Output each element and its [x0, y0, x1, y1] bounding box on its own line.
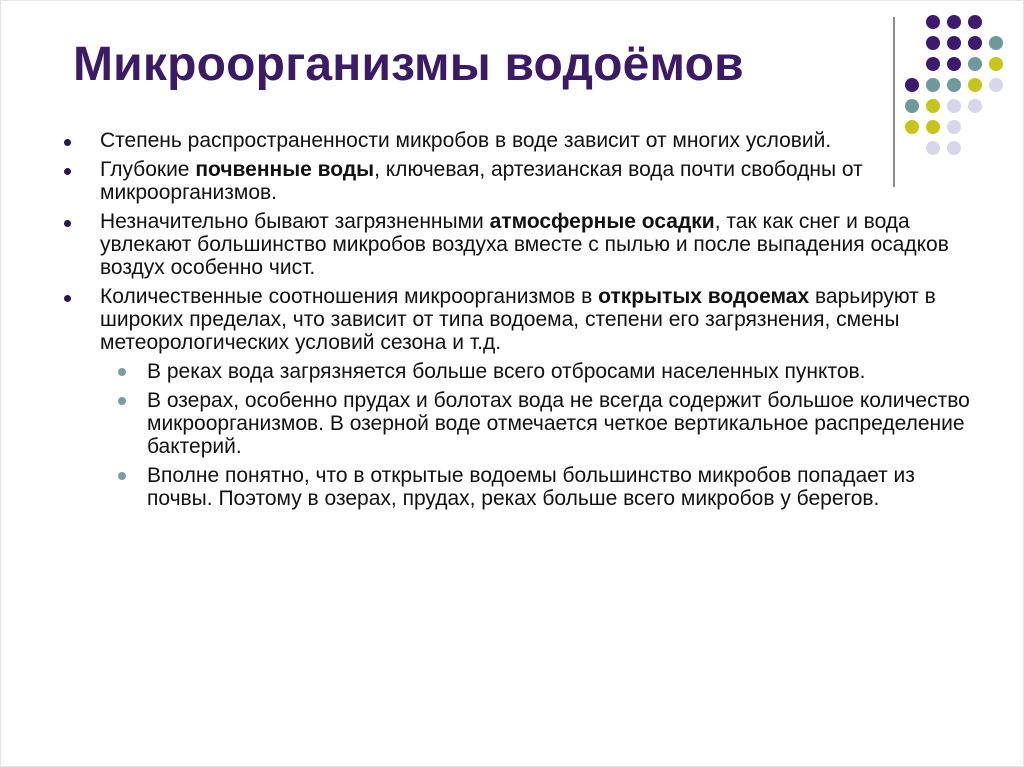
bullet-text-bold: почвенные воды [195, 158, 375, 181]
bullet-text: Степень распространенности микробов в воде зависит от многих условий. [100, 129, 832, 152]
bullet-text: , ключевая, артезианская вода почти свободны от микроорганизмов. [100, 158, 863, 204]
sub-bullet-text: Вполне понятно, что в открытые водоемы большинство микробов попадает из почвы. Поэтому в озерах, прудах, реках больше всего микробов у берегов. [147, 464, 915, 510]
decor-dot-yellow [989, 57, 1003, 71]
decor-dot-purple [947, 15, 961, 29]
sub-bullet-dot-icon [118, 368, 126, 376]
bullet-text: Глубокие [100, 158, 196, 181]
bullet-item [61, 210, 981, 279]
decor-dot-purple [968, 15, 982, 29]
decor-dot-purple [968, 36, 982, 50]
sub-bullet-list [100, 360, 981, 510]
decor-dot-purple [947, 57, 961, 71]
decor-dot-yellow [926, 99, 940, 113]
decor-dot-teal [968, 57, 982, 71]
bullet-dot-icon [64, 139, 71, 146]
bullet-item [61, 129, 981, 152]
bullet-text: Количественные соотношения микроорганизмов в [100, 285, 599, 308]
bullet-dot-icon [64, 220, 71, 227]
decor-dot-teal [926, 78, 940, 92]
bullet-text: Незначительно бывают загрязненными [100, 210, 490, 233]
slide-title: Микроорганизмы водоёмов [73, 38, 744, 91]
sub-bullet-dot-icon [118, 397, 126, 405]
slide-content [61, 129, 981, 516]
decor-dot-teal [905, 99, 919, 113]
bullet-text: , так как снег и вода увлекают большинство микробов воздуха вместе с пылью и после выпадения осадков воздух особенно чист. [100, 210, 949, 279]
bullet-dot-icon [64, 168, 71, 175]
decor-dot-teal [989, 36, 1003, 50]
bullet-text: варьируют в широких пределах, что зависит от типа водоема, степени его загрязнения, смены метеорологических условий сезона и т.д. [100, 285, 936, 354]
decor-dot-teal [947, 78, 961, 92]
sub-bullet-item [100, 464, 981, 510]
bullet-dot-icon [64, 295, 71, 302]
decor-dot-purple [926, 36, 940, 50]
decor-dot-purple [926, 57, 940, 71]
decor-dot-yellow [968, 78, 982, 92]
sub-bullet-item [100, 389, 981, 458]
bullet-text-bold: открытых водоемах [598, 285, 810, 308]
decor-dot-lavender [968, 99, 982, 113]
bullet-list [61, 129, 981, 510]
decor-dot-purple [947, 36, 961, 50]
decor-dot-purple [926, 15, 940, 29]
bullet-item [61, 158, 981, 204]
sub-bullet-item [100, 360, 981, 383]
decor-dot-purple [905, 78, 919, 92]
sub-bullet-text: В реках вода загрязняется больше всего отбросами населенных пунктов. [147, 360, 866, 383]
decor-dot-lavender [989, 78, 1003, 92]
sub-bullet-dot-icon [118, 472, 126, 480]
bullet-text-bold: атмосферные осадки [489, 210, 715, 233]
decor-dot-lavender [947, 99, 961, 113]
sub-bullet-text: В озерах, особенно прудах и болотах вода не всегда содержит большое количество микроорганизмов. В озерной воде отмечается четкое вертикальное распределение бактерий. [147, 389, 970, 458]
bullet-item [61, 285, 981, 510]
